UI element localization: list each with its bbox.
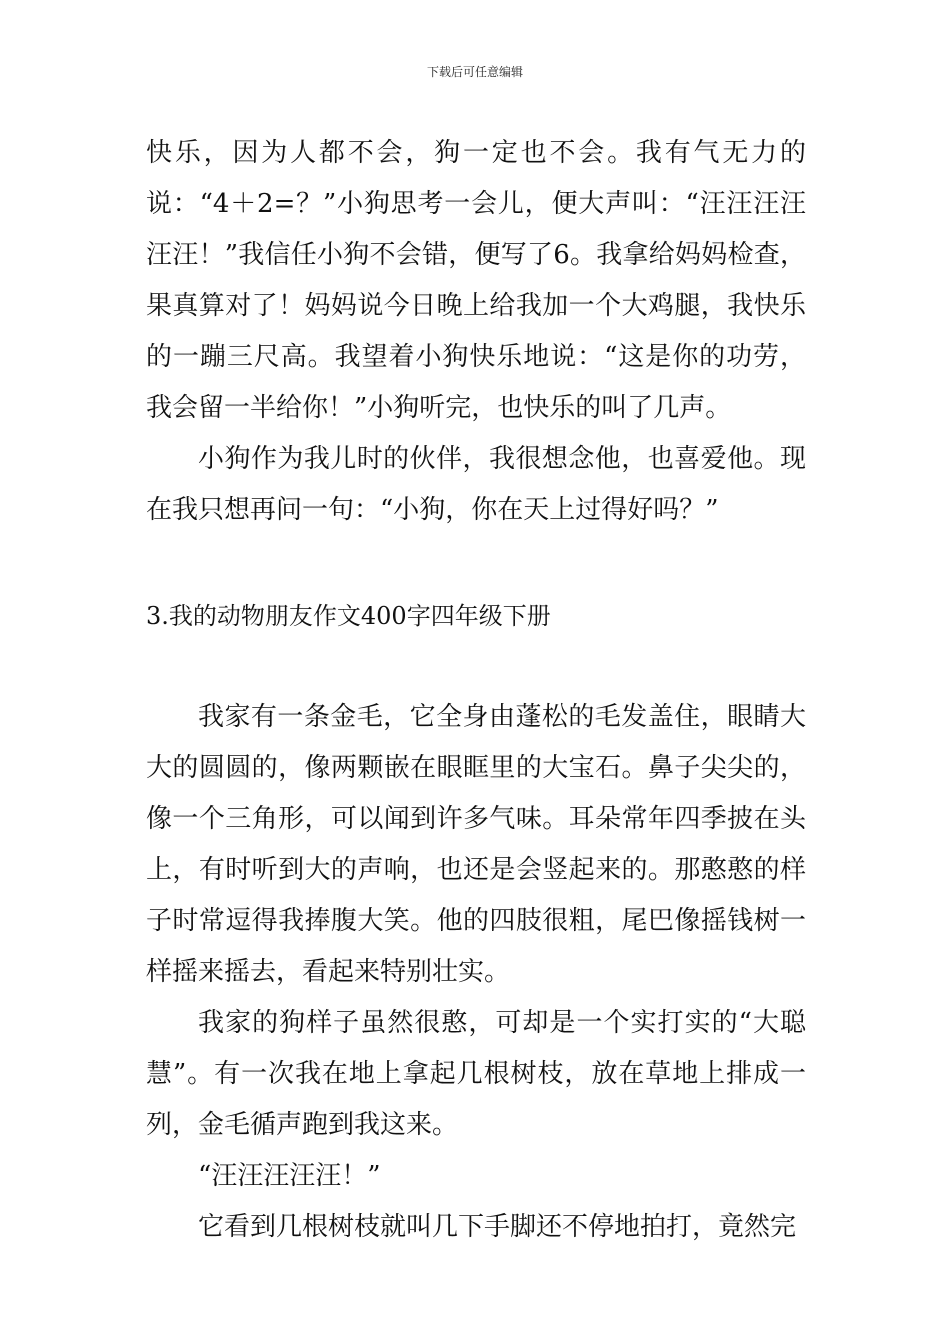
body-paragraph: 快乐，因为人都不会，狗一定也不会。我有气无力的说：“4＋2=？”小狗思考一会儿，便大声叫：“汪汪汪汪汪汪！”我信任小狗不会错，便写了6。我拿给妈妈检查，果真算对了！妈妈说今日晚上给我加一个大鸡腿，我快乐的一蹦三尺高。我望着小狗快乐地说：“这是你的功劳，我会留一半给你！”小狗听完，也快乐的叫了几声。 (146, 138, 806, 423)
body-paragraph: 我家有一条金毛，它全身由蓬松的毛发盖住，眼睛大大的圆圆的，像两颗嵌在眼眶里的大宝石。鼻子尖尖的，像一个三角形，可以闻到许多气味。耳朵常年四季披在头上，有时听到大的声响，也还是会竖起来的。那憨憨的样子时常逗得我捧腹大笑。他的四肢很粗，尾巴像摇钱树一样摇来摇去，看起来特别壮实。 (146, 702, 806, 987)
spacer (146, 634, 806, 692)
spacer (146, 536, 806, 598)
body-paragraph: 我家的狗样子虽然很憨，可却是一个实打实的“大聪慧”。有一次我在地上拿起几根树枝，放在草地上排成一列，金毛循声跑到我这来。 (146, 1008, 806, 1140)
body-paragraph: “汪汪汪汪汪！” (198, 1161, 381, 1191)
document-body (146, 128, 806, 1253)
page-header: 下载后可任意编辑 (426, 65, 523, 79)
section-title: 3.我的动物朋友作文400字四年级下册 (146, 602, 551, 630)
body-paragraph: 它看到几根树枝就叫几下手脚还不停地拍打，竟然完 (198, 1212, 797, 1242)
body-paragraph: 小狗作为我儿时的伙伴，我很想念他，也喜爱他。现在我只想再问一句：“小狗，你在天上过得好吗？” (146, 444, 806, 525)
